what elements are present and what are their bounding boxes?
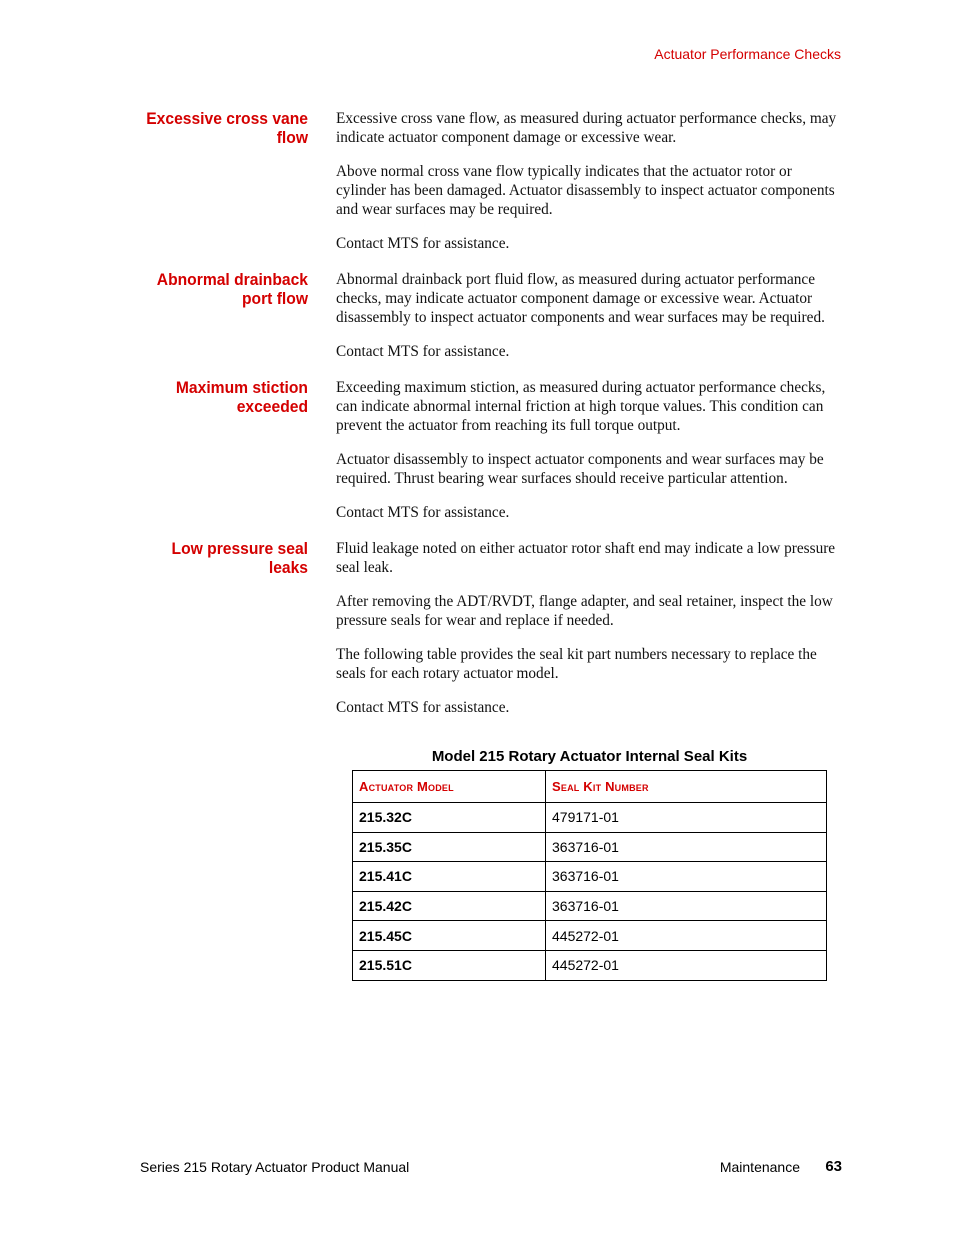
table-title: Model 215 Rotary Actuator Internal Seal Kits [431, 748, 748, 765]
section-heading: Abnormal drainback port flow [156, 270, 308, 308]
paragraph: Contact MTS for assistance. [336, 504, 510, 521]
table-row [353, 921, 827, 951]
table-row [353, 891, 827, 921]
section-heading: Excessive cross vane flow [146, 109, 308, 147]
paragraph: Abnormal drainback port fluid flow, as measured during actuator performance checks, may indicate actuator component damage or excessive wear. Actuator disassembly to inspect actuator components and wear surfaces may be required. [336, 271, 825, 326]
footer-manual-title: Series 215 Rotary Actuator Product Manual [140, 1159, 410, 1175]
paragraph: The following table provides the seal kit part numbers necessary to replace the seals for each rotary actuator model. [336, 646, 817, 682]
paragraph: Above normal cross vane flow typically indicates that the actuator rotor or cylinder has been damaged. Actuator disassembly to inspect actuator components and wear surfaces may be required. [336, 163, 835, 218]
seal-kit-number-cell: 479171-01 [546, 803, 827, 833]
section-body [336, 378, 842, 537]
actuator-model-cell: 215.41C [353, 862, 546, 892]
column-header-seal-kit-number: Seal Kit Number [546, 771, 827, 803]
table-header-row [353, 771, 827, 803]
paragraph: Exceeding maximum stiction, as measured during actuator performance checks, can indicate abnormal internal friction at high torque values. This condition can prevent the actuator from reaching its full torque output. [336, 379, 826, 434]
section-body [336, 270, 842, 376]
table-row [353, 862, 827, 892]
paragraph: Contact MTS for assistance. [336, 235, 510, 252]
footer-chapter: Maintenance [719, 1159, 800, 1175]
section-body [336, 539, 842, 732]
table-row [353, 832, 827, 862]
table-row [353, 950, 827, 980]
column-header-actuator-model: Actuator Model [353, 771, 546, 803]
actuator-model-cell: 215.45C [353, 921, 546, 951]
paragraph: Actuator disassembly to inspect actuator components and wear surfaces may be required. Thrust bearing wear surfaces should receive particular attention. [336, 451, 824, 487]
seal-kit-table [352, 770, 827, 981]
actuator-model-cell: 215.42C [353, 891, 546, 921]
section-heading: Low pressure seal leaks [171, 539, 308, 577]
seal-kit-number-cell: 363716-01 [546, 862, 827, 892]
paragraph: Contact MTS for assistance. [336, 343, 510, 360]
table-row [353, 803, 827, 833]
running-header: Actuator Performance Checks [654, 46, 841, 62]
seal-kit-number-cell: 445272-01 [546, 950, 827, 980]
paragraph: Excessive cross vane flow, as measured during actuator performance checks, may indicate actuator component damage or excessive wear. [336, 110, 837, 146]
actuator-model-cell: 215.32C [353, 803, 546, 833]
page-number: 63 [825, 1158, 842, 1175]
paragraph: Contact MTS for assistance. [336, 699, 510, 716]
seal-kit-number-cell: 363716-01 [546, 891, 827, 921]
paragraph: After removing the ADT/RVDT, flange adapter, and seal retainer, inspect the low pressure seals for wear and replace if needed. [336, 593, 833, 629]
seal-kit-number-cell: 363716-01 [546, 832, 827, 862]
actuator-model-cell: 215.51C [353, 950, 546, 980]
paragraph: Fluid leakage noted on either actuator rotor shaft end may indicate a low pressure seal leak. [336, 540, 836, 576]
section-heading: Maximum stiction exceeded [175, 378, 308, 416]
seal-kit-number-cell: 445272-01 [546, 921, 827, 951]
actuator-model-cell: 215.35C [353, 832, 546, 862]
section-body [336, 109, 842, 268]
